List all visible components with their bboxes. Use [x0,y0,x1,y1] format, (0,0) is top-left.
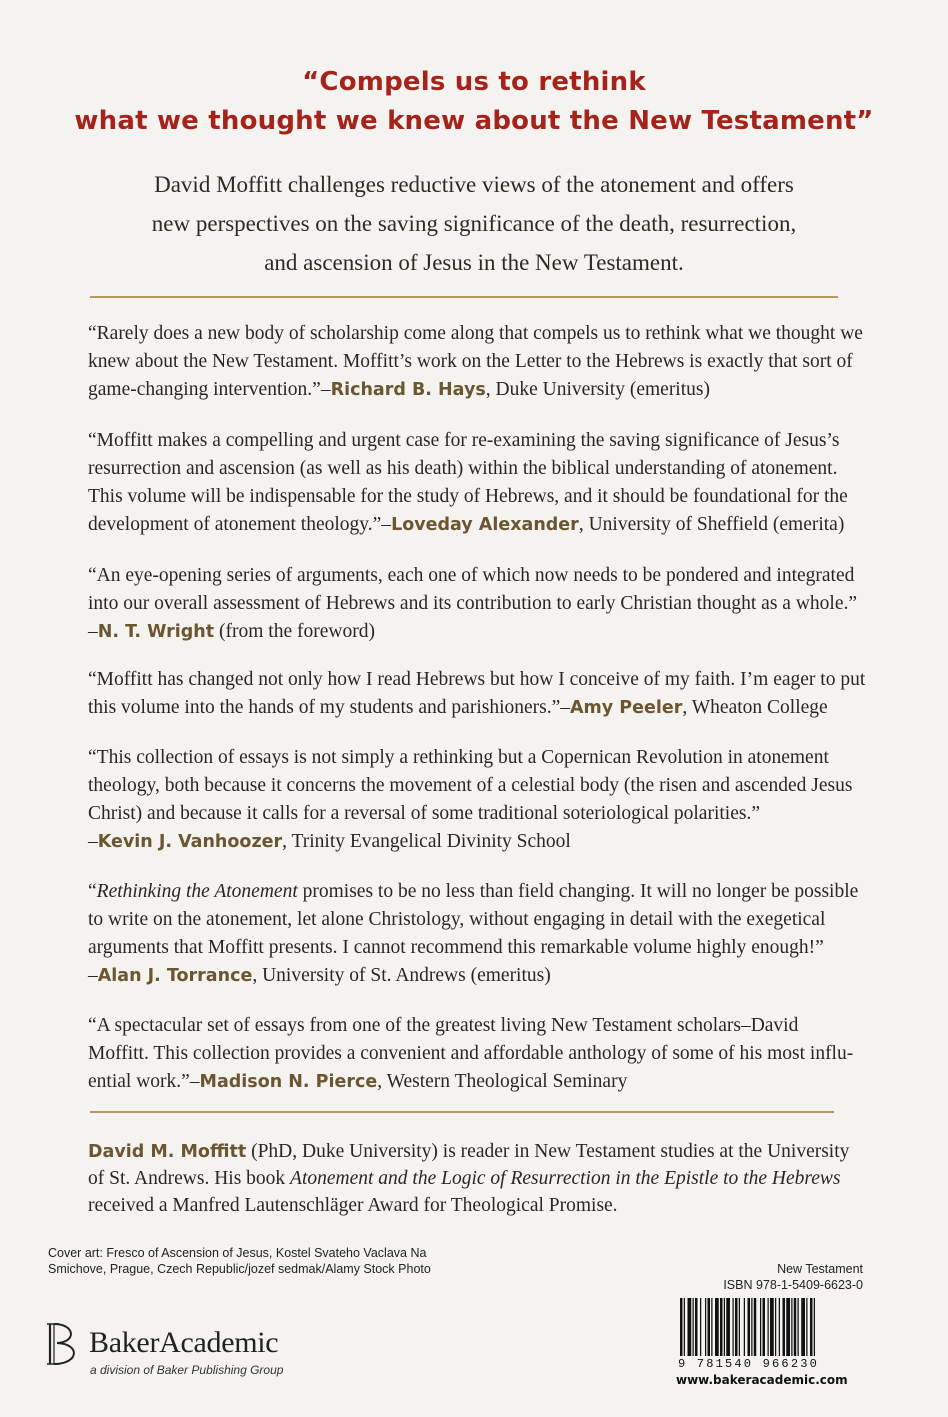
barcode-bar [786,1298,790,1356]
bio-line [88,1167,840,1191]
endorsement-line [88,513,844,537]
headline-line-2: what we thought we knew about the New Testament” [74,106,874,136]
endorser-name: Amy Peeler [570,698,683,718]
endorsement-dash: – [88,965,98,986]
barcode-bar [715,1298,719,1356]
endorsement-line: Moffitt. This collection provides a convenient and affordable anthology of some of his most influ- [88,1043,854,1064]
endorsement-line [88,378,710,402]
bio-line [88,1140,849,1164]
endorser-affiliation: , Western Theological Seminary [377,1071,628,1092]
endorser-name: Loveday Alexander [391,515,579,535]
barcode-bar [688,1298,692,1356]
endorsement-line: “Moffitt makes a compelling and urgent case for re-examining the saving significance of Jesus’s [88,430,840,451]
endorsement-line: knew about the New Testament. Moffitt’s work on the Letter to the Hebrews is exactly that sort of [88,351,853,372]
barcode-bar [779,1298,780,1356]
bio-text: (PhD, Duke University) is reader in New Testament studies at the University [246,1141,850,1162]
category-label: New Testament [777,1262,863,1276]
barcode-bar [711,1298,712,1356]
endorser-name: Richard B. Hays [330,380,486,400]
endorsement-line [88,620,375,644]
barcode-bar [739,1298,740,1356]
barcode-bar [684,1298,685,1356]
barcode-bar [726,1298,730,1356]
barcode-bar [720,1298,723,1356]
endorser-name: N. T. Wright [97,622,215,642]
endorsement-dash: – [88,831,98,852]
endorsement-line [88,964,551,988]
endorsement-line [88,696,828,720]
barcode-bar [783,1298,786,1356]
barcode-bar [695,1298,698,1356]
barcode-bar [775,1298,776,1356]
endorsement-line: to write on the atonement, let alone Christology, without engaging in detail with the exegetical [88,909,826,930]
endorsement-line: “An eye-opening series of arguments, each one of which now needs to be pondered and integrated [88,565,855,586]
barcode [678,1298,862,1358]
endorsement-text: “ [88,881,97,902]
endorser-affiliation: , University of St. Andrews (emeritus) [252,965,551,986]
divider-bottom [90,1111,834,1113]
endorser-name: Alan J. Torrance [97,966,253,986]
cover-credit-line-2: Smichove, Prague, Czech Republic/jozef sedmak/Alamy Stock Photo [48,1262,431,1276]
endorsement-text: game-changing intervention.”– [88,379,331,400]
endorsement-line [88,830,571,854]
barcode-bar [744,1298,745,1356]
barcode-bar [791,1298,792,1356]
endorser-affiliation: , Wheaton College [682,697,828,718]
endorsement-text: ential work.”– [88,1071,200,1092]
endorsement-line: This volume will be indispensable for the study of Hebrews, and it should be foundational for the [88,486,848,507]
endorsement-text: development of atonement theology.”– [88,514,392,535]
endorsement-text: this volume into the hands of my students and parishioners.”– [88,697,571,718]
endorser-affiliation: (from the foreword) [214,621,375,642]
endorsement-dash: – [88,621,98,642]
barcode-bar [810,1298,813,1356]
barcode-bar [700,1298,701,1356]
barcode-bar [798,1298,799,1356]
book-title: Atonement and the Logic of Resurrection in the Epistle to the Hebrews [290,1168,841,1189]
barcode-bar [748,1298,751,1356]
divider-top [90,296,838,298]
endorser-affiliation: , Trinity Evangelical Divinity School [282,831,571,852]
endorser-affiliation: , Duke University (emeritus) [485,379,710,400]
barcode-bar [806,1298,807,1356]
endorsement-line: “Rarely does a new body of scholarship come along that compels us to rethink what we thought we [88,323,863,344]
book-title: Rethinking the Atonement [96,881,298,902]
publisher-name: BakerAcademic [89,1326,279,1359]
cover-credit-line-1: Cover art: Fresco of Ascension of Jesus, Kostel Svateho Vaclava Na [48,1246,427,1260]
barcode-bar [708,1298,711,1356]
endorsement-line [88,880,858,904]
barcode-bar [770,1298,774,1356]
endorsement-line: “This collection of essays is not simply a rethinking but a Copernican Revolution in atonement [88,747,829,768]
endorser-name: Madison N. Pierce [199,1072,378,1092]
author-name: David M. Moffitt [88,1142,247,1162]
isbn: ISBN 978-1-5409-6623-0 [723,1278,863,1292]
barcode-bar [794,1298,797,1356]
bio-text: of St. Andrews. His book [88,1168,291,1189]
barcode-bar [760,1298,761,1356]
barcode-bar [724,1298,725,1356]
intro-line-1: David Moffitt challenges reductive views of the atonement and offers [154,172,794,197]
barcode-bar [705,1298,706,1356]
barcode-bar [768,1298,769,1356]
endorser-name: Kevin J. Vanhoozer [97,832,283,852]
barcode-bar [693,1298,694,1356]
barcode-bar [733,1298,734,1356]
endorsement-line: theology, both because it concerns the movement of a celestial body (the risen and ascended Jesus [88,775,853,796]
endorsement-line: into our overall assessment of Hebrews and its contribution to early Christian thought as a whole.” [88,593,858,614]
endorsement-line [88,1070,627,1094]
barcode-bar [751,1298,752,1356]
endorsement-line: resurrection and ascension (as well as his death) within the biblical understanding of atonement. [88,458,838,479]
baker-b-logo-icon [45,1322,85,1366]
barcode-bar [763,1298,766,1356]
endorsement-line: “A spectacular set of essays from one of the greatest living New Testament scholars–David [88,1015,799,1036]
bio-line: received a Manfred Lautenschläger Award for Theological Promise. [88,1195,618,1216]
endorsement-line: arguments that Moffitt presents. I cannot recommend this remarkable volume highly enough!” [88,937,824,958]
publisher-website: www.bakeracademic.com [676,1373,848,1387]
barcode-bar [801,1298,805,1356]
endorsement-line: Christ) and because it calls for a reversal of some traditional soteriological polarities.” [88,803,760,824]
endorser-affiliation: , University of Sheffield (emerita) [578,514,845,535]
barcode-bar [814,1298,815,1356]
intro-line-2: new perspectives on the saving significance of the death, resurrection, [151,211,797,236]
publisher-subtitle: a division of Baker Publishing Group [90,1363,284,1377]
endorsement-text: promises to be no less than field changing. It will no longer be possible [297,881,859,902]
endorsement-line: “Moffitt has changed not only how I read Hebrews but how I conceive of my faith. I’m eager to put [88,669,866,690]
barcode-bar [754,1298,757,1356]
barcode-bar [680,1298,683,1356]
barcode-digits: 9 781540 966230 [678,1357,820,1371]
barcode-bar [735,1298,738,1356]
intro-line-3: and ascension of Jesus in the New Testament. [264,250,684,275]
headline-line-1: “Compels us to rethink [302,67,646,97]
